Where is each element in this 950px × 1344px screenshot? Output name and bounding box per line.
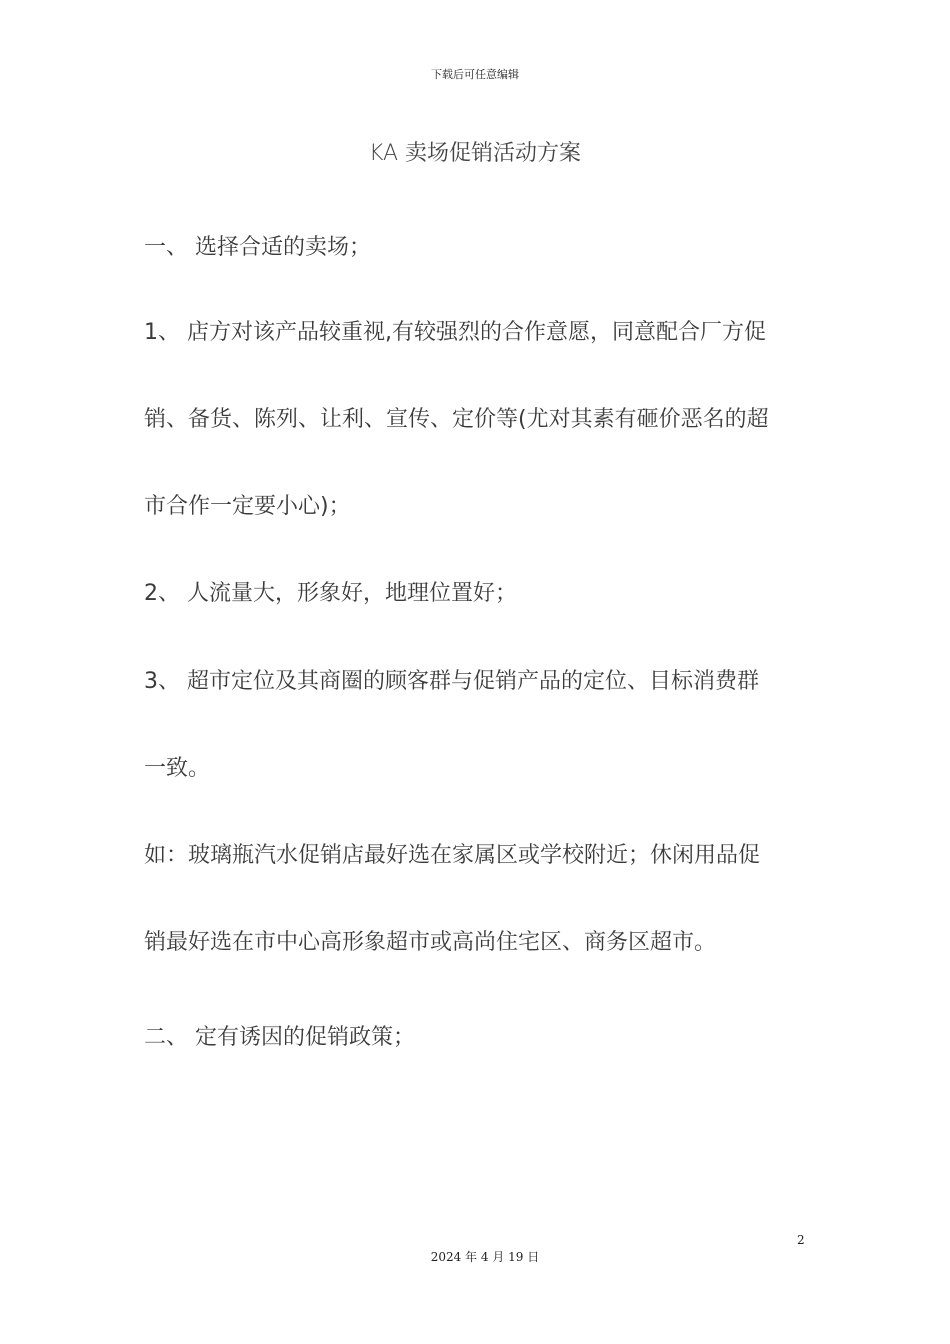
paragraph-line: 如：玻璃瓶汽水促销店最好选在家属区或学校附近；休闲用品促 (144, 843, 761, 868)
paragraph-line: 销最好选在市中心高形象超市或高尚住宅区、商务区超市。 (144, 930, 717, 955)
section-heading-2: 二、 定有诱因的促销政策； (144, 1025, 415, 1050)
paragraph-line: 销、备货、陈列、让利、宣传、定价等(尤对其素有砸价恶名的超 (144, 407, 769, 432)
paragraph-line: 2、 人流量大，形象好，地理位置好； (144, 581, 517, 606)
paragraph-line: 1、 店方对该产品较重视,有较强烈的合作意愿，同意配合厂方促 (144, 320, 766, 345)
page-number: 2 (797, 1233, 805, 1247)
paragraph-line: 3、 超市定位及其商圈的顾客群与促销产品的定位、目标消费群 (144, 669, 759, 694)
footer-date: 2024 年 4 月 19 日 (430, 1250, 540, 1264)
document-title: KA 卖场促销活动方案 (368, 141, 582, 166)
section-heading-1: 一、 选择合适的卖场； (144, 235, 371, 260)
header-note: 下载后可任意编辑 (431, 68, 519, 81)
paragraph-line: 市合作一定要小心)； (144, 494, 351, 519)
paragraph-line: 一致。 (144, 756, 211, 781)
